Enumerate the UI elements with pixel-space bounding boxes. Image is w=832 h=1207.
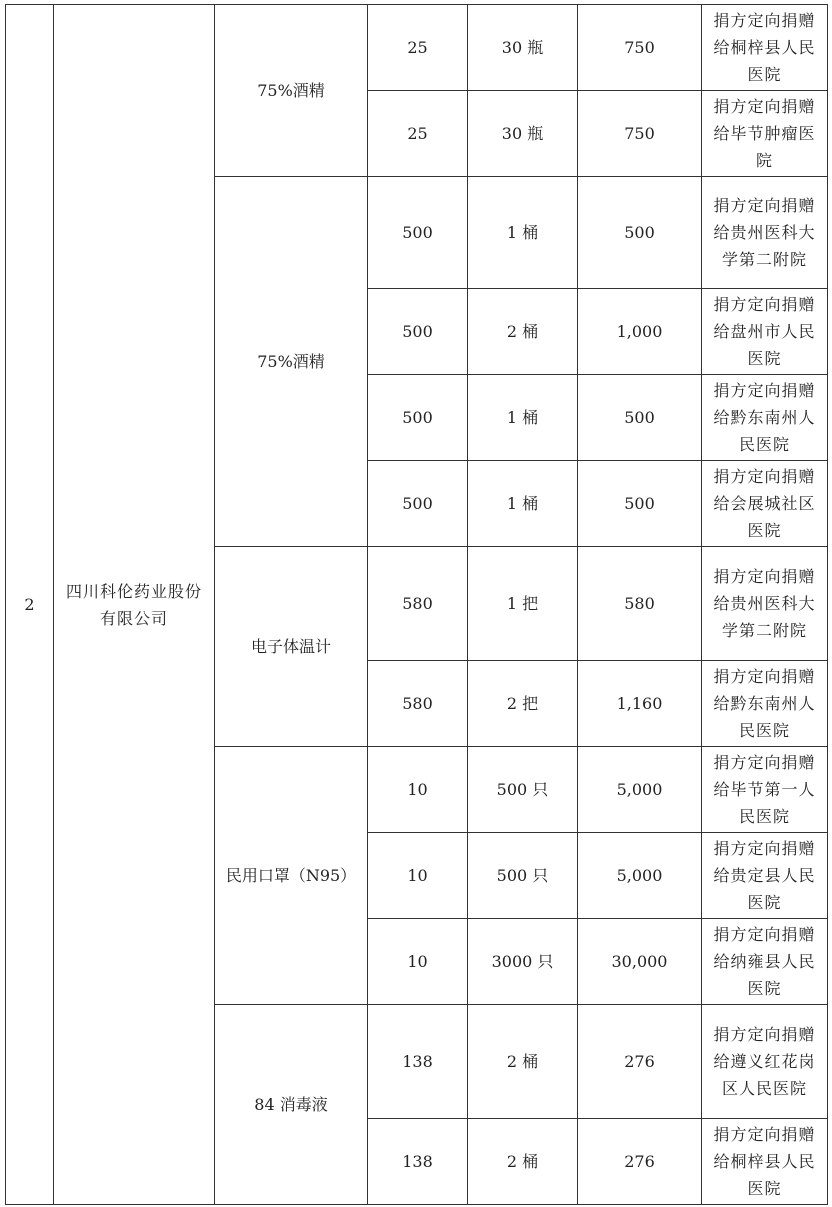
amount-cell: 276: [578, 1119, 702, 1205]
item-name-cell: 电子体温计: [215, 547, 368, 747]
note-cell: 捐方定向捐赠给遵义红花岗区人民医院: [702, 1005, 828, 1119]
amount-cell: 1,160: [578, 661, 702, 747]
unit-price-cell: 500: [368, 375, 468, 461]
note-cell: 捐方定向捐赠给桐梓县人民医院: [702, 1119, 828, 1205]
unit-price-cell: 580: [368, 547, 468, 661]
amount-cell: 5,000: [578, 833, 702, 919]
quantity-cell: 500 只: [468, 833, 578, 919]
table-body: [6, 5, 828, 1205]
unit-price-cell: 500: [368, 461, 468, 547]
amount-cell: 500: [578, 375, 702, 461]
amount-cell: 500: [578, 461, 702, 547]
amount-cell: 500: [578, 177, 702, 289]
item-name-cell: 民用口罩（N95）: [215, 747, 368, 1005]
unit-price-cell: 500: [368, 177, 468, 289]
note-cell: 捐方定向捐赠给贵州医科大学第二附院: [702, 547, 828, 661]
amount-cell: 580: [578, 547, 702, 661]
amount-cell: 750: [578, 91, 702, 177]
note-cell: 捐方定向捐赠给黔东南州人民医院: [702, 375, 828, 461]
company-name-cell: 四川科伦药业股份有限公司: [54, 5, 215, 1205]
quantity-cell: 30 瓶: [468, 5, 578, 91]
note-cell: 捐方定向捐赠给毕节肿瘤医院: [702, 91, 828, 177]
unit-price-cell: 500: [368, 289, 468, 375]
unit-price-cell: 25: [368, 5, 468, 91]
unit-price-cell: 10: [368, 833, 468, 919]
note-cell: 捐方定向捐赠给盘州市人民医院: [702, 289, 828, 375]
item-name-cell: 84 消毒液: [215, 1005, 368, 1205]
note-cell: 捐方定向捐赠给黔东南州人民医院: [702, 661, 828, 747]
unit-price-cell: 25: [368, 91, 468, 177]
note-cell: 捐方定向捐赠给贵定县人民医院: [702, 833, 828, 919]
quantity-cell: 1 桶: [468, 177, 578, 289]
quantity-cell: 1 把: [468, 547, 578, 661]
amount-cell: 30,000: [578, 919, 702, 1005]
unit-price-cell: 138: [368, 1005, 468, 1119]
note-cell: 捐方定向捐赠给纳雍县人民医院: [702, 919, 828, 1005]
amount-cell: 5,000: [578, 747, 702, 833]
quantity-cell: 1 桶: [468, 461, 578, 547]
quantity-cell: 2 把: [468, 661, 578, 747]
item-name-cell: 75%酒精: [215, 5, 368, 177]
quantity-cell: 1 桶: [468, 375, 578, 461]
amount-cell: 1,000: [578, 289, 702, 375]
table-row: [6, 5, 828, 91]
unit-price-cell: 580: [368, 661, 468, 747]
quantity-cell: 2 桶: [468, 1119, 578, 1205]
donation-table: [5, 4, 828, 1205]
quantity-cell: 30 瓶: [468, 91, 578, 177]
quantity-cell: 2 桶: [468, 1005, 578, 1119]
amount-cell: 276: [578, 1005, 702, 1119]
note-cell: 捐方定向捐赠给贵州医科大学第二附院: [702, 177, 828, 289]
unit-price-cell: 10: [368, 919, 468, 1005]
row-index-cell: 2: [6, 5, 54, 1205]
note-cell: 捐方定向捐赠给会展城社区医院: [702, 461, 828, 547]
quantity-cell: 500 只: [468, 747, 578, 833]
unit-price-cell: 10: [368, 747, 468, 833]
quantity-cell: 2 桶: [468, 289, 578, 375]
quantity-cell: 3000 只: [468, 919, 578, 1005]
note-cell: 捐方定向捐赠给桐梓县人民医院: [702, 5, 828, 91]
unit-price-cell: 138: [368, 1119, 468, 1205]
item-name-cell: 75%酒精: [215, 177, 368, 547]
amount-cell: 750: [578, 5, 702, 91]
note-cell: 捐方定向捐赠给毕节第一人民医院: [702, 747, 828, 833]
